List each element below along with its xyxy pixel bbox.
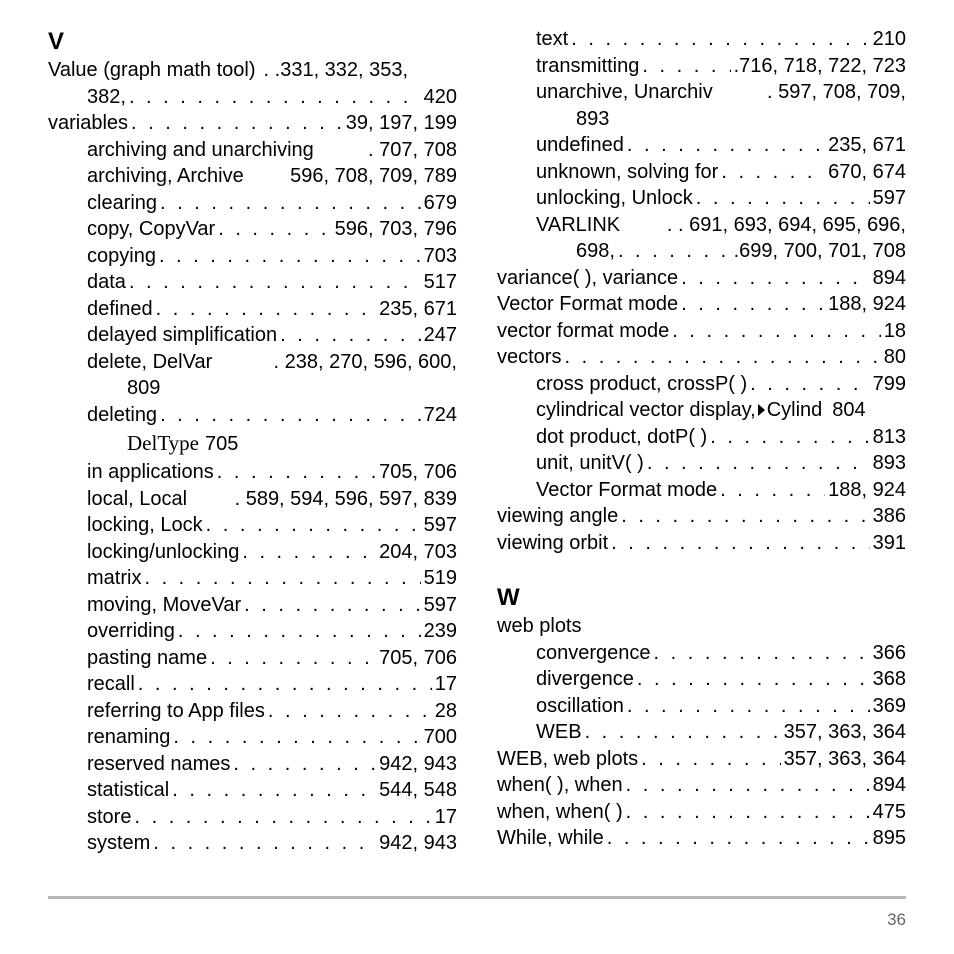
index-subentry [48, 592, 457, 619]
index-subentry [48, 618, 457, 645]
index-subentry [48, 671, 457, 698]
dot-leader [621, 503, 869, 530]
entry-term: referring to App files [87, 699, 265, 722]
dot-leader [129, 269, 421, 296]
dot-leader [564, 344, 880, 371]
index-subentry [48, 565, 457, 592]
index-subentry [48, 486, 457, 513]
index-subentry [48, 243, 457, 270]
entry-pages: 204, 703 [379, 540, 457, 563]
dot-leader [618, 238, 731, 265]
index-subentry [48, 512, 457, 539]
entry-pages: 700 [423, 726, 457, 748]
entry-pages: 597 [423, 514, 457, 536]
entry-pages: 894 [872, 266, 906, 289]
entry-term: when( ), when [497, 774, 623, 796]
dot-leader [720, 477, 825, 504]
dot-leader [144, 565, 420, 592]
entry-term: oscillation [536, 694, 624, 717]
dot-leader [138, 671, 432, 698]
dot-leader [159, 243, 421, 270]
index-subentry [497, 397, 906, 424]
index-entry-continuation [48, 375, 457, 402]
entry-term: archiving, Archive [87, 165, 244, 187]
entry-pages: 894 [872, 774, 906, 796]
index-subentry [48, 402, 457, 429]
entry-pages: 17 [434, 805, 457, 828]
dot-leader [571, 26, 869, 53]
entry-term: deleting [87, 403, 158, 426]
entry-term: in applications [87, 461, 214, 483]
index-subentry [497, 477, 906, 504]
entry-term-command: Cylind [766, 399, 823, 421]
entry-pages: 239 [423, 620, 457, 642]
index-entry [497, 746, 906, 773]
entry-term: system [87, 832, 151, 854]
entry-term: pasting name [87, 646, 208, 669]
entry-pages: . 589, 594, 596, 597, 839 [234, 487, 457, 510]
entry-term: 698, [576, 240, 615, 262]
page-number: 36 [887, 910, 906, 929]
entry-pages: 188, 924 [828, 478, 906, 501]
index-entry [497, 265, 906, 292]
dot-leader [160, 402, 421, 429]
footer-rule [48, 896, 906, 899]
index-entry-continuation [497, 238, 906, 265]
dot-leader [131, 110, 343, 137]
section-heading-v: V [48, 28, 65, 55]
index-subentry [48, 804, 457, 831]
index-subentry [48, 296, 457, 323]
index-subentry [48, 751, 457, 778]
entry-pages: 799 [872, 372, 906, 395]
dot-leader [210, 645, 376, 672]
entry-pages: 420 [423, 85, 457, 108]
entry-term: defined [87, 297, 153, 320]
entry-pages: .699, 700, 701, 708 [733, 240, 906, 262]
dot-leader [129, 84, 421, 111]
entry-term: DelType [127, 431, 200, 455]
index-entry [497, 291, 906, 318]
dot-leader [242, 539, 376, 566]
entry-term: WEB, web plots [497, 747, 639, 770]
index-subentry [48, 645, 457, 672]
entry-pages: 210 [872, 28, 906, 50]
index-subentry [497, 424, 906, 451]
entry-pages: 391 [872, 531, 906, 554]
entry-pages: 386 [872, 505, 906, 527]
entry-term: moving, MoveVar [87, 593, 242, 616]
entry-pages: 703 [423, 244, 457, 267]
entry-pages: 235, 671 [828, 134, 906, 156]
index-entry [497, 503, 906, 530]
index-column-left [48, 26, 457, 857]
entry-pages: . 597, 708, 709, [766, 81, 906, 103]
dot-leader [244, 592, 420, 619]
entry-term: vectors [497, 346, 562, 368]
dot-leader [178, 618, 421, 645]
entry-term: 893 [576, 107, 610, 130]
entry-term: archiving and unarchiving [87, 138, 314, 161]
entry-pages: 357, 363, 364 [783, 747, 906, 770]
entry-pages: .716, 718, 722, 723 [733, 54, 906, 77]
entry-term: unit, unitV( ) [536, 452, 644, 474]
entry-pages: 679 [423, 191, 457, 214]
entry-term: WEB [536, 721, 582, 743]
index-subentry [48, 216, 457, 243]
index-entry [497, 613, 906, 640]
entry-pages: 17 [434, 673, 457, 695]
entry-term: delete, DelVar [87, 350, 213, 373]
entry-term: Vector Format mode [536, 478, 718, 501]
index-subentry [497, 450, 906, 477]
entry-term: clearing [87, 191, 158, 214]
index-entry-continuation [48, 84, 457, 111]
entry-pages: 893 [872, 452, 906, 474]
entry-term: convergence [536, 641, 651, 664]
entry-term: copying [87, 244, 156, 267]
entry-pages: 80 [883, 346, 906, 368]
index-entry [497, 344, 906, 371]
entry-pages: 597 [423, 593, 457, 616]
dot-leader [641, 746, 780, 773]
entry-pages: 369 [872, 694, 906, 717]
index-subentry [48, 137, 457, 164]
entry-pages: 366 [872, 641, 906, 664]
entry-term: recall [87, 673, 135, 695]
entry-term: cylindrical vector display, [536, 399, 756, 421]
entry-pages: 895 [872, 827, 906, 849]
dot-leader [172, 777, 376, 804]
entry-pages: 475 [872, 800, 906, 823]
entry-term: local, Local [87, 487, 188, 510]
index-subentry [48, 830, 457, 857]
entry-term: reserved names [87, 752, 231, 775]
index-entry [497, 799, 906, 826]
entry-pages: 519 [423, 567, 457, 589]
dot-leader [637, 666, 870, 693]
entry-term: viewing angle [497, 505, 619, 527]
entry-pages: 39, 197, 199 [345, 112, 457, 134]
entry-term: store [87, 805, 132, 828]
dot-leader [627, 132, 825, 159]
entry-term: transmitting [536, 54, 640, 77]
entry-pages: 670, 674 [828, 160, 906, 183]
entry-pages: . 238, 270, 596, 600, [273, 350, 457, 373]
entry-term: unarchive, Unarchiv [536, 81, 713, 103]
entry-pages: 705, 706 [379, 461, 457, 483]
dot-leader [585, 719, 781, 746]
entry-term: locking/unlocking [87, 540, 240, 563]
index-subentry [497, 693, 906, 720]
dot-leader [280, 322, 421, 349]
index-subentry [497, 79, 906, 106]
entry-term: data [87, 271, 126, 293]
index-entry [48, 57, 457, 84]
index-subentry [497, 212, 906, 239]
dot-leader [721, 159, 825, 186]
entry-term: matrix [87, 567, 142, 589]
entry-term: 382, [87, 85, 126, 108]
entry-pages: 813 [872, 425, 906, 448]
dot-leader [206, 512, 421, 539]
entry-term: text [536, 28, 569, 50]
index-entry [497, 772, 906, 799]
index-entry-continuation [497, 106, 906, 133]
index-column-right [497, 26, 906, 852]
entry-term: copy, CopyVar [87, 218, 216, 240]
entry-term: VARLINK [536, 213, 621, 236]
entry-pages: 597 [872, 187, 906, 209]
index-subentry [497, 185, 906, 212]
index-subentry [497, 53, 906, 80]
dot-leader [268, 698, 432, 725]
entry-pages: . .331, 332, 353, [263, 59, 409, 81]
entry-term: viewing orbit [497, 531, 609, 554]
index-subentry [48, 349, 457, 376]
entry-pages: 247 [423, 324, 457, 346]
entry-pages: . 707, 708 [368, 138, 457, 161]
index-entry [497, 825, 906, 852]
entry-pages: 235, 671 [379, 297, 457, 320]
dot-leader [627, 693, 870, 720]
entry-term: renaming [87, 726, 171, 748]
entry-pages: 18 [883, 319, 906, 342]
dot-leader [156, 296, 377, 323]
dot-leader [153, 830, 376, 857]
index-subentry [497, 719, 906, 746]
entry-term: variables [48, 112, 129, 134]
entry-term: overriding [87, 620, 175, 642]
dot-leader [134, 804, 431, 831]
index-subentry [48, 777, 457, 804]
index-subentry [48, 539, 457, 566]
dot-leader [681, 265, 869, 292]
dot-leader [642, 53, 730, 80]
index-subentry [48, 322, 457, 349]
entry-term: 809 [127, 377, 161, 399]
entry-pages: 705 [205, 433, 239, 455]
entry-pages: 942, 943 [379, 832, 457, 854]
entry-term: unlocking, Unlock [536, 187, 693, 209]
index-subentry [497, 640, 906, 667]
index-subentry [48, 698, 457, 725]
dot-leader [672, 318, 880, 345]
entry-pages: 368 [872, 668, 906, 690]
index-entry [48, 110, 457, 137]
dot-leader [607, 825, 870, 852]
entry-term: delayed simplification [87, 324, 278, 346]
dot-leader [160, 190, 421, 217]
dot-leader [626, 799, 870, 826]
entry-term: dot product, dotP( ) [536, 425, 708, 448]
index-subentry [497, 26, 906, 53]
dot-leader [217, 459, 376, 486]
index-entry [497, 318, 906, 345]
dot-leader [654, 640, 870, 667]
entry-pages: 804 [832, 399, 866, 421]
dot-leader [611, 530, 869, 557]
entry-term: unknown, solving for [536, 160, 719, 183]
index-subentry [48, 269, 457, 296]
entry-pages: 724 [423, 403, 457, 426]
entry-pages: 596, 703, 796 [334, 218, 457, 240]
entry-term: While, while [497, 827, 604, 849]
index-subentry [48, 428, 457, 459]
entry-term: web plots [497, 615, 582, 637]
index-subentry [48, 724, 457, 751]
dot-leader [233, 751, 376, 778]
entry-pages: 942, 943 [379, 752, 457, 775]
dot-leader [681, 291, 825, 318]
entry-term: divergence [536, 668, 634, 690]
convert-arrow-icon [758, 404, 765, 416]
index-subentry [497, 666, 906, 693]
entry-pages: 596, 708, 709, 789 [290, 165, 457, 187]
index-subentry [497, 371, 906, 398]
entry-term: statistical [87, 779, 170, 801]
index-subentry [497, 159, 906, 186]
entry-pages: 517 [423, 271, 457, 293]
entry-pages: 357, 363, 364 [783, 721, 906, 743]
dot-leader [696, 185, 870, 212]
entry-pages: 28 [434, 699, 457, 722]
index-subentry [497, 132, 906, 159]
entry-pages: . . 691, 693, 694, 695, 696, [666, 213, 906, 236]
entry-term: variance( ), variance [497, 266, 679, 289]
entry-term: locking, Lock [87, 514, 203, 536]
entry-term: Vector Format mode [497, 293, 679, 315]
dot-leader [647, 450, 870, 477]
entry-pages: 544, 548 [379, 779, 457, 801]
index-subentry [48, 163, 457, 190]
entry-term: when, when( ) [497, 800, 623, 823]
dot-leader [173, 724, 420, 751]
entry-pages: 188, 924 [828, 293, 906, 315]
dot-leader [626, 772, 870, 799]
dot-leader [710, 424, 869, 451]
entry-term: cross product, crossP( ) [536, 372, 748, 395]
index-entry [497, 530, 906, 557]
entry-term: Value (graph math tool) [48, 59, 256, 81]
entry-pages: 705, 706 [379, 646, 457, 669]
entry-term: undefined [536, 134, 624, 156]
index-subentry [48, 190, 457, 217]
section-heading-w: W [497, 584, 520, 611]
entry-term: vector format mode [497, 319, 670, 342]
dot-leader [750, 371, 869, 398]
dot-leader [218, 216, 331, 243]
index-subentry [48, 459, 457, 486]
